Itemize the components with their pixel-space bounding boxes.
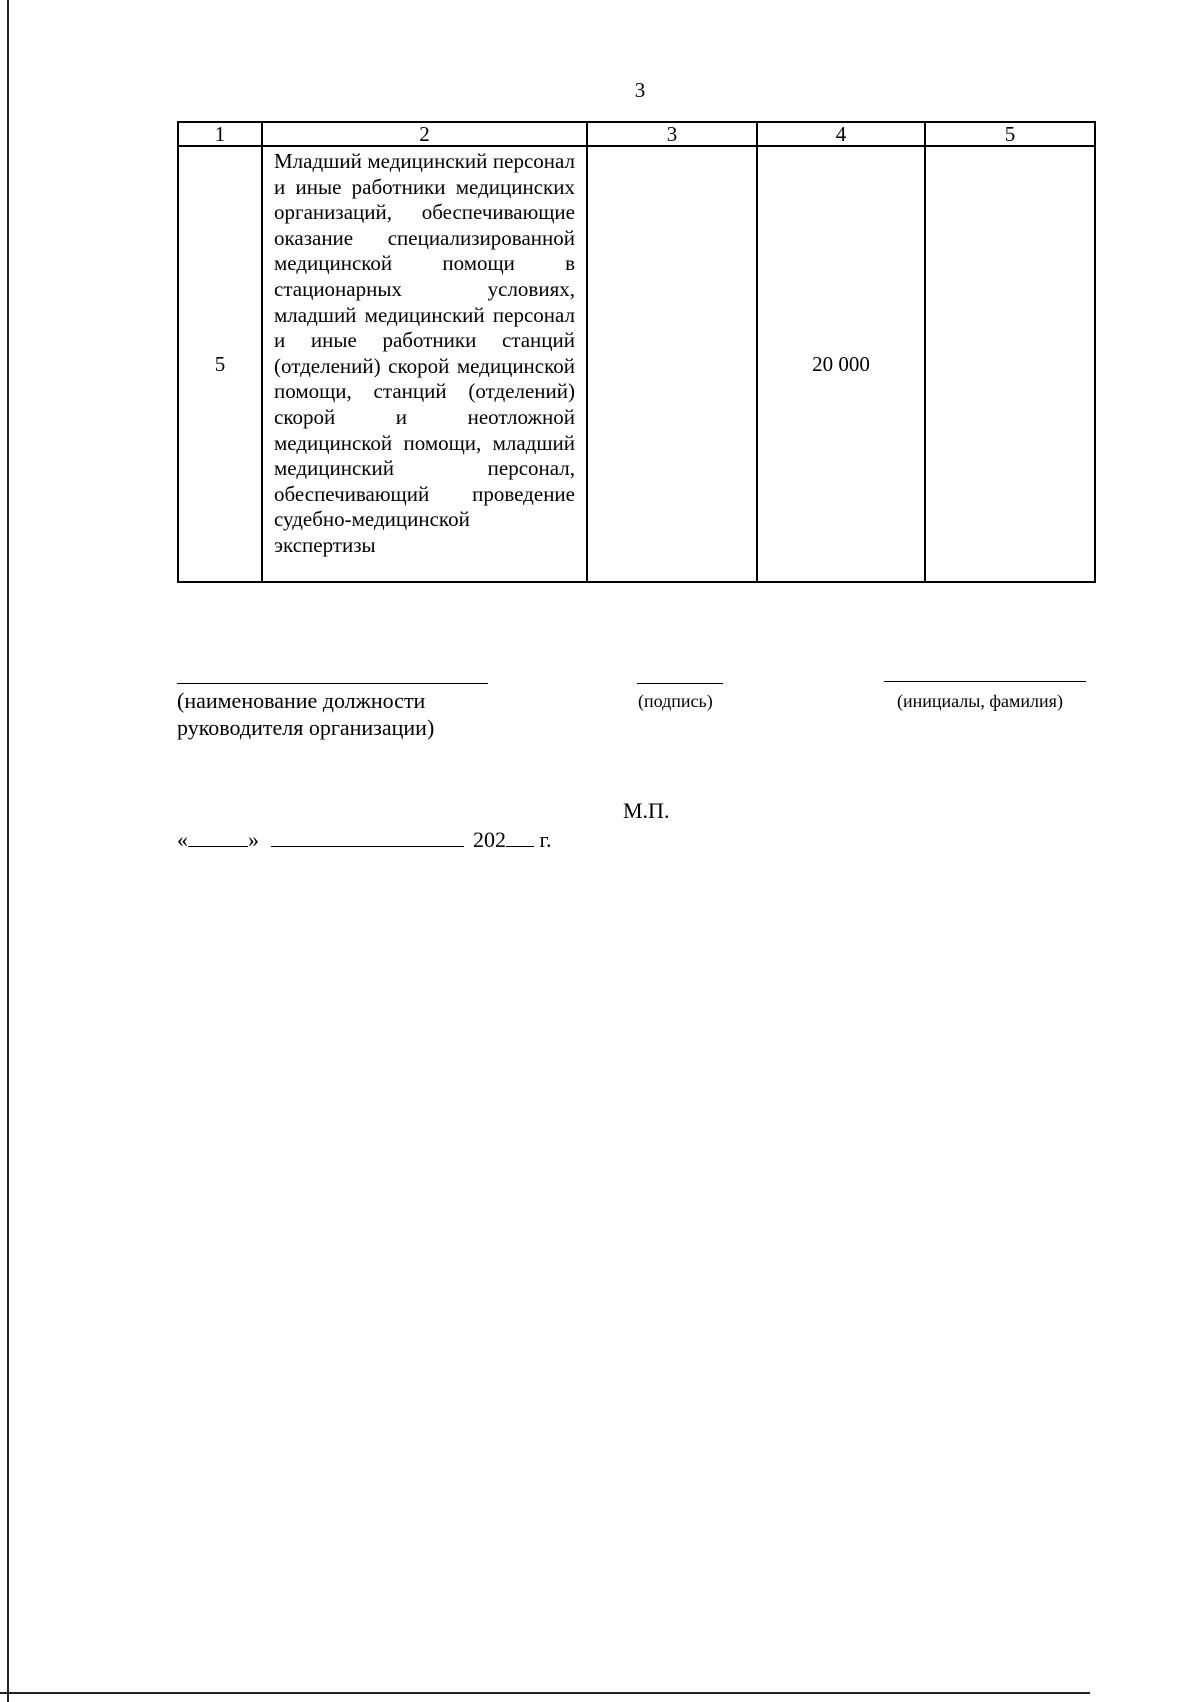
column-5-cell (925, 146, 1095, 582)
page-edge-bottom (0, 1692, 1090, 1694)
date-open-quote: « (177, 827, 188, 852)
column-header: 4 (757, 122, 925, 146)
date-close-quote: » (248, 827, 259, 852)
position-label (177, 687, 434, 741)
column-header: 5 (925, 122, 1095, 146)
column-header: 3 (587, 122, 757, 146)
payment-table (177, 121, 1096, 583)
year-suffix: г. (539, 827, 552, 852)
row-number-cell: 5 (178, 146, 262, 582)
page-edge-left (7, 0, 9, 1702)
signature-line (637, 683, 723, 684)
stamp-label: М.П. (623, 798, 670, 823)
column-header: 2 (262, 122, 587, 146)
name-signature-line (884, 681, 1086, 682)
signature-label: (подпись) (638, 691, 713, 711)
date-line (177, 827, 552, 853)
year-blank (506, 828, 534, 847)
position-label-line1: (наименование должности (177, 688, 426, 713)
day-blank (188, 828, 248, 847)
position-signature-line (177, 683, 488, 684)
column-header: 1 (178, 122, 262, 146)
page-number: 3 (634, 78, 646, 102)
column-3-cell (587, 146, 757, 582)
category-description-cell: Младший медицинский персонал и иные работники медицинских организаций, обеспечивающие оказание специализированной медицинской помощи в стационарных условиях, младший медицинский персонал и иные работники станций (отделений) скорой медицинской помощи, станций (отделений) скорой и неотложной медицинской помощи, младший медицинский персонал, обеспечивающий проведение судебно-медицинской экспертизы (262, 146, 587, 582)
position-label-line2: руководителя организации) (177, 715, 435, 740)
amount-cell: 20 000 (757, 146, 925, 582)
name-label: (инициалы, фамилия) (897, 691, 1063, 711)
table-header-row (178, 122, 1095, 146)
month-blank (271, 828, 464, 847)
table-row (178, 146, 1095, 582)
year-prefix: 202 (473, 827, 506, 852)
